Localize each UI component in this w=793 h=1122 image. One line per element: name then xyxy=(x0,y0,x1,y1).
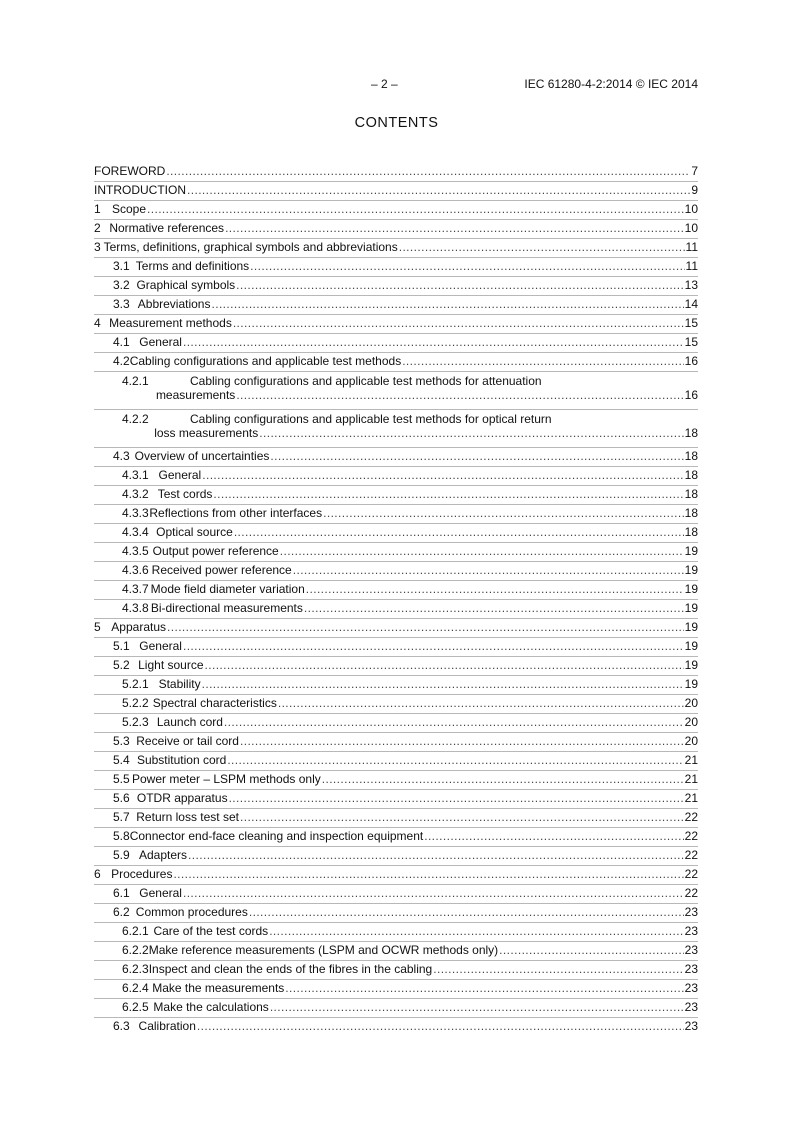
dot-leader xyxy=(240,808,684,827)
toc-entry-page: 15 xyxy=(684,316,698,330)
toc-entry-title: Apparatus xyxy=(111,620,166,634)
toc-divider xyxy=(94,447,698,448)
toc-entry-number: 5.8 xyxy=(113,829,130,843)
toc-divider xyxy=(94,238,698,239)
toc-entry[interactable] xyxy=(94,694,698,713)
toc-entry-number: 4.3.7 xyxy=(122,582,149,596)
toc-entry-page: 20 xyxy=(684,696,698,710)
toc-entry-page: 19 xyxy=(684,639,698,653)
toc-entry-number: 4.3.5 xyxy=(122,544,149,558)
toc-entry[interactable] xyxy=(94,523,698,542)
toc-divider xyxy=(94,846,698,847)
toc-divider xyxy=(94,200,698,201)
toc-entry[interactable] xyxy=(94,637,698,656)
dot-leader xyxy=(227,751,683,770)
toc-entry[interactable] xyxy=(94,732,698,751)
toc-entry-number: 6.2.5 xyxy=(122,1000,149,1014)
toc-entry-number: 4.3.4 xyxy=(122,525,149,539)
toc-entry[interactable] xyxy=(94,276,698,295)
toc-entry[interactable] xyxy=(94,618,698,637)
toc-divider xyxy=(94,827,698,828)
toc-entry-title: Graphical symbols xyxy=(136,278,236,292)
dot-leader xyxy=(202,466,683,485)
toc-entry[interactable] xyxy=(94,200,698,219)
toc-entry-page: 18 xyxy=(684,426,698,440)
toc-entry[interactable] xyxy=(94,162,698,181)
toc-entry-page: 23 xyxy=(684,1019,698,1033)
toc-entry-number: 5.2.1 xyxy=(122,677,149,691)
toc-entry-number: 6.2.4 xyxy=(122,981,149,995)
dot-leader xyxy=(233,314,684,333)
toc-entry-title: Common procedures xyxy=(135,905,248,919)
toc-entry[interactable] xyxy=(94,884,698,903)
toc-entry-number: 4.1 xyxy=(113,335,130,349)
dot-leader xyxy=(183,333,684,352)
toc-entry[interactable] xyxy=(94,1017,698,1036)
toc-entry-title: Return loss test set xyxy=(136,810,239,824)
toc-entry-title: General xyxy=(139,886,182,900)
toc-divider xyxy=(94,751,698,752)
toc-entry-page: 19 xyxy=(684,544,698,558)
toc-entry-number: 6.3 xyxy=(113,1019,130,1033)
dot-leader xyxy=(187,181,690,200)
toc-entry-page: 23 xyxy=(684,905,698,919)
toc-entry[interactable] xyxy=(94,257,698,276)
dot-leader xyxy=(278,694,684,713)
toc-entry-title: Normative references xyxy=(109,221,225,235)
toc-entry-title: General xyxy=(139,335,182,349)
toc-divider xyxy=(94,903,698,904)
toc-entry-title: Light source xyxy=(138,658,204,672)
dot-leader xyxy=(270,998,684,1017)
toc-entry[interactable] xyxy=(94,409,698,447)
toc-divider xyxy=(94,276,698,277)
standard-identifier: IEC 61280-4-2:2014 © IEC 2014 xyxy=(524,77,698,91)
toc-entry[interactable] xyxy=(94,675,698,694)
toc-entry[interactable] xyxy=(94,580,698,599)
toc-entry[interactable] xyxy=(94,466,698,485)
dot-leader xyxy=(205,656,684,675)
toc-entry-number: 6.2.1 xyxy=(122,924,149,938)
toc-entry-number: 5.6 xyxy=(113,791,130,805)
dot-leader xyxy=(225,219,684,238)
toc-entry-page: 23 xyxy=(684,924,698,938)
dot-leader xyxy=(213,485,683,504)
toc-divider xyxy=(94,979,698,980)
toc-entry[interactable] xyxy=(94,846,698,865)
toc-divider xyxy=(94,694,698,695)
toc-entry-title: Optical source xyxy=(156,525,233,539)
toc-entry-page: 13 xyxy=(684,278,698,292)
toc-entry[interactable] xyxy=(94,314,698,333)
dot-leader xyxy=(240,732,684,751)
toc-entry-page: 20 xyxy=(684,715,698,729)
toc-entry[interactable] xyxy=(94,352,698,371)
toc-entry[interactable] xyxy=(94,903,698,922)
toc-entry-page: 23 xyxy=(684,943,698,957)
toc-entry-title: Terms, definitions, graphical symbols and abbreviations xyxy=(103,240,398,254)
dot-leader xyxy=(188,846,684,865)
dot-leader xyxy=(280,542,684,561)
toc-divider xyxy=(94,960,698,961)
toc-entry-number: 4.3 xyxy=(113,449,130,463)
toc-entry-page: 10 xyxy=(684,202,698,216)
toc-entry[interactable] xyxy=(94,181,698,200)
toc-entry[interactable] xyxy=(94,542,698,561)
toc-entry-number: 4.2.1 xyxy=(122,374,149,388)
dot-leader xyxy=(147,200,684,219)
dot-leader xyxy=(306,580,684,599)
toc-entry-title: Receive or tail cord xyxy=(136,734,239,748)
toc-entry-page: 21 xyxy=(684,791,698,805)
toc-entry-number: 5.4 xyxy=(113,753,130,767)
dot-leader xyxy=(399,238,685,257)
dot-leader xyxy=(499,941,683,960)
toc-entry-title: Power meter – LSPM methods only xyxy=(131,772,321,786)
toc-entry[interactable] xyxy=(94,770,698,789)
toc-entry[interactable] xyxy=(94,485,698,504)
toc-entry-page: 18 xyxy=(684,468,698,482)
toc-entry-page: 19 xyxy=(684,658,698,672)
toc-entry-title: Stability xyxy=(158,677,201,691)
toc-entry-title: Mode field diameter variation xyxy=(150,582,305,596)
dot-leader xyxy=(234,523,684,542)
dot-leader xyxy=(433,960,683,979)
toc-entry[interactable] xyxy=(94,295,698,314)
toc-entry[interactable] xyxy=(94,960,698,979)
toc-entry[interactable] xyxy=(94,504,698,523)
toc-entry-title: Adapters xyxy=(139,848,188,862)
toc-entry-page: 23 xyxy=(684,962,698,976)
toc-entry-number: 4.3.6 xyxy=(122,563,149,577)
toc-entry-number: 4.2.2 xyxy=(122,412,149,426)
toc-divider xyxy=(94,314,698,315)
toc-entry-page: 19 xyxy=(684,620,698,634)
toc-entry-title: Make the measurements xyxy=(152,981,285,995)
toc-entry[interactable] xyxy=(94,561,698,580)
dot-leader xyxy=(249,903,684,922)
toc-entry-title: Care of the test cords xyxy=(153,924,269,938)
dot-leader xyxy=(236,276,683,295)
toc-entry-number: 6.1 xyxy=(113,886,130,900)
toc-divider xyxy=(94,941,698,942)
toc-entry-number: 3 xyxy=(94,240,101,254)
toc-entry-number: 5.7 xyxy=(113,810,130,824)
toc-entry-title: Terms and definitions xyxy=(135,259,250,273)
dot-leader xyxy=(173,865,683,884)
toc-divider xyxy=(94,371,698,372)
toc-divider xyxy=(94,542,698,543)
toc-entry[interactable] xyxy=(94,808,698,827)
toc-divider xyxy=(94,295,698,296)
toc-entry-page: 23 xyxy=(684,981,698,995)
dot-leader xyxy=(270,447,683,466)
toc-entry-page: 11 xyxy=(685,259,698,273)
dot-leader xyxy=(304,599,684,618)
toc-divider xyxy=(94,599,698,600)
toc-entry-number: 6.2.3 xyxy=(122,962,149,976)
dot-leader xyxy=(197,1017,684,1036)
toc-entry-page: 9 xyxy=(691,183,698,197)
toc-divider xyxy=(94,732,698,733)
toc-divider xyxy=(94,713,698,714)
toc-entry-page: 15 xyxy=(684,335,698,349)
toc-entry-number: 6.2 xyxy=(113,905,130,919)
toc-entry-title: OTDR apparatus xyxy=(136,791,228,805)
toc-entry-page: 22 xyxy=(684,848,698,862)
toc-divider xyxy=(94,998,698,999)
dot-leader xyxy=(323,504,684,523)
toc-entry-title: FOREWORD xyxy=(94,164,166,178)
toc-divider xyxy=(94,257,698,258)
dot-leader xyxy=(166,162,690,181)
toc-entry-title: Spectral characteristics xyxy=(152,696,277,710)
toc-entry-title-continued: loss measurements xyxy=(154,426,259,440)
dot-leader xyxy=(424,827,683,846)
toc-divider xyxy=(94,504,698,505)
toc-entry-title: Received power reference xyxy=(151,563,292,577)
dot-leader xyxy=(402,352,683,371)
toc-entry-page: 18 xyxy=(684,487,698,501)
toc-entry-number: 4.3.2 xyxy=(122,487,149,501)
toc-entry-number: 4.3.3 xyxy=(122,506,149,520)
toc-entry-title: Make reference measurements (LSPM and OCWR methods only) xyxy=(148,943,499,957)
toc-entry-page: 20 xyxy=(684,734,698,748)
toc-entry-title: Inspect and clean the ends of the fibres in the cabling xyxy=(148,962,433,976)
toc-divider xyxy=(94,637,698,638)
toc-entry-title: Make the calculations xyxy=(153,1000,269,1014)
toc-entry[interactable] xyxy=(94,599,698,618)
toc-entry[interactable] xyxy=(94,219,698,238)
toc-divider xyxy=(94,580,698,581)
toc-divider xyxy=(94,808,698,809)
toc-entry-title: Measurement methods xyxy=(109,316,232,330)
toc-entry-number: 3.1 xyxy=(113,259,130,273)
toc-entry-number: 6 xyxy=(94,867,101,881)
page-number: – 2 – xyxy=(371,77,398,91)
toc-entry-number: 6.2.2 xyxy=(122,943,149,957)
toc-divider xyxy=(94,466,698,467)
toc-entry-title: Cabling configurations and applicable test methods for optical return xyxy=(190,412,552,426)
toc-divider xyxy=(94,485,698,486)
toc-divider xyxy=(94,409,698,410)
toc-divider xyxy=(94,789,698,790)
dot-leader xyxy=(293,561,684,580)
toc-entry-title: Output power reference xyxy=(152,544,279,558)
toc-entry[interactable] xyxy=(94,998,698,1017)
toc-entry-number: 4 xyxy=(94,316,101,330)
toc-entry-title: Connector end-face cleaning and inspection equipment xyxy=(129,829,424,843)
toc-entry-title: General xyxy=(158,468,202,482)
toc-entry-title: Calibration xyxy=(138,1019,196,1033)
dot-leader xyxy=(224,713,684,732)
toc-entry-title: General xyxy=(139,639,182,653)
toc-entry-page: 19 xyxy=(684,582,698,596)
toc-entry-title: Procedures xyxy=(111,867,173,881)
toc-entry-title: Overview of uncertainties xyxy=(134,449,270,463)
toc-entry-page: 11 xyxy=(685,240,698,254)
toc-divider xyxy=(94,333,698,334)
dot-leader xyxy=(167,618,684,637)
toc-divider xyxy=(94,675,698,676)
toc-divider xyxy=(94,618,698,619)
dot-leader xyxy=(183,637,684,656)
toc-entry[interactable] xyxy=(94,979,698,998)
toc-entry-page: 22 xyxy=(684,886,698,900)
toc-entry-page: 7 xyxy=(691,164,698,178)
toc-entry-number: 3.2 xyxy=(113,278,130,292)
toc-entry-page: 14 xyxy=(684,297,698,311)
toc-divider xyxy=(94,865,698,866)
toc-entry-page: 23 xyxy=(684,1000,698,1014)
toc-entry-title: Cabling configurations and applicable test methods for attenuation xyxy=(190,374,542,388)
toc-entry-page: 19 xyxy=(684,677,698,691)
dot-leader xyxy=(229,789,684,808)
toc-entry-page: 16 xyxy=(684,354,698,368)
toc-entry[interactable] xyxy=(94,371,698,409)
dot-leader xyxy=(250,257,684,276)
toc-entry-title: Substitution cord xyxy=(136,753,227,767)
toc-entry-page: 21 xyxy=(684,753,698,767)
toc-entry-title: Launch cord xyxy=(156,715,223,729)
toc-entry-number: 2 xyxy=(94,221,101,235)
toc-entry-number: 5 xyxy=(94,620,101,634)
toc-entry-number: 3.3 xyxy=(113,297,130,311)
toc-entry-number: 5.2 xyxy=(113,658,130,672)
toc-entry-number: 5.5 xyxy=(113,772,130,786)
toc-entry[interactable] xyxy=(94,656,698,675)
toc-divider xyxy=(94,181,698,182)
dot-leader xyxy=(202,675,684,694)
toc-entry[interactable] xyxy=(94,789,698,808)
page-header xyxy=(0,77,793,93)
toc-entry[interactable] xyxy=(94,922,698,941)
toc-entry-title: Abbreviations xyxy=(137,297,211,311)
toc-entry-page: 19 xyxy=(684,563,698,577)
toc-entry-number: 5.2.3 xyxy=(122,715,149,729)
toc-entry[interactable] xyxy=(94,447,698,466)
toc-divider xyxy=(94,1017,698,1018)
toc-entry[interactable] xyxy=(94,238,698,257)
toc-entry-title: Reflections from other interfaces xyxy=(149,506,323,520)
toc-entry-number: 4.3.1 xyxy=(122,468,149,482)
toc-entry[interactable] xyxy=(94,941,698,960)
toc-entry-number: 4.3.8 xyxy=(122,601,149,615)
dot-leader xyxy=(259,426,683,440)
toc-entry-page: 18 xyxy=(684,525,698,539)
toc-entry-page: 10 xyxy=(684,221,698,235)
dot-leader xyxy=(269,922,683,941)
toc-divider xyxy=(94,656,698,657)
dot-leader xyxy=(322,770,684,789)
toc-divider xyxy=(94,352,698,353)
toc-entry[interactable] xyxy=(94,751,698,770)
toc-entry-page: 16 xyxy=(684,388,698,402)
toc-entry-page: 22 xyxy=(684,867,698,881)
toc-divider xyxy=(94,219,698,220)
toc-entry[interactable] xyxy=(94,827,698,846)
toc-entry-number: 1 xyxy=(94,202,101,216)
dot-leader xyxy=(183,884,684,903)
toc-entry-number: 5.9 xyxy=(113,848,130,862)
toc-entry-page: 22 xyxy=(684,810,698,824)
toc-entry-page: 19 xyxy=(684,601,698,615)
toc-entry[interactable] xyxy=(94,333,698,352)
dot-leader xyxy=(211,295,683,314)
toc-entry-number: 5.2.2 xyxy=(122,696,149,710)
toc-entry-number: 5.1 xyxy=(113,639,130,653)
toc-entry-number: 5.3 xyxy=(113,734,130,748)
toc-divider xyxy=(94,561,698,562)
toc-divider xyxy=(94,922,698,923)
toc-entry-title: Scope xyxy=(111,202,146,216)
dot-leader xyxy=(285,979,683,998)
toc-entry-number: 4.2 xyxy=(113,354,130,368)
toc-divider xyxy=(94,770,698,771)
page-title: CONTENTS xyxy=(354,115,439,131)
toc-entry-title: Cabling configurations and applicable test methods xyxy=(129,354,402,368)
toc-entry-title: Bi-directional measurements xyxy=(150,601,303,615)
toc-entry[interactable] xyxy=(94,865,698,884)
dot-leader xyxy=(236,388,683,402)
toc-entry-page: 21 xyxy=(684,772,698,786)
toc-entry-page: 18 xyxy=(684,449,698,463)
toc-entry-title-continued: measurements xyxy=(155,388,236,402)
toc-entry-page: 18 xyxy=(684,506,698,520)
toc-entry-page: 22 xyxy=(684,829,698,843)
toc-entry[interactable] xyxy=(94,713,698,732)
toc-divider xyxy=(94,884,698,885)
toc-entry-title: INTRODUCTION xyxy=(94,183,186,197)
toc-divider xyxy=(94,523,698,524)
toc-entry-title: Test cords xyxy=(157,487,213,501)
